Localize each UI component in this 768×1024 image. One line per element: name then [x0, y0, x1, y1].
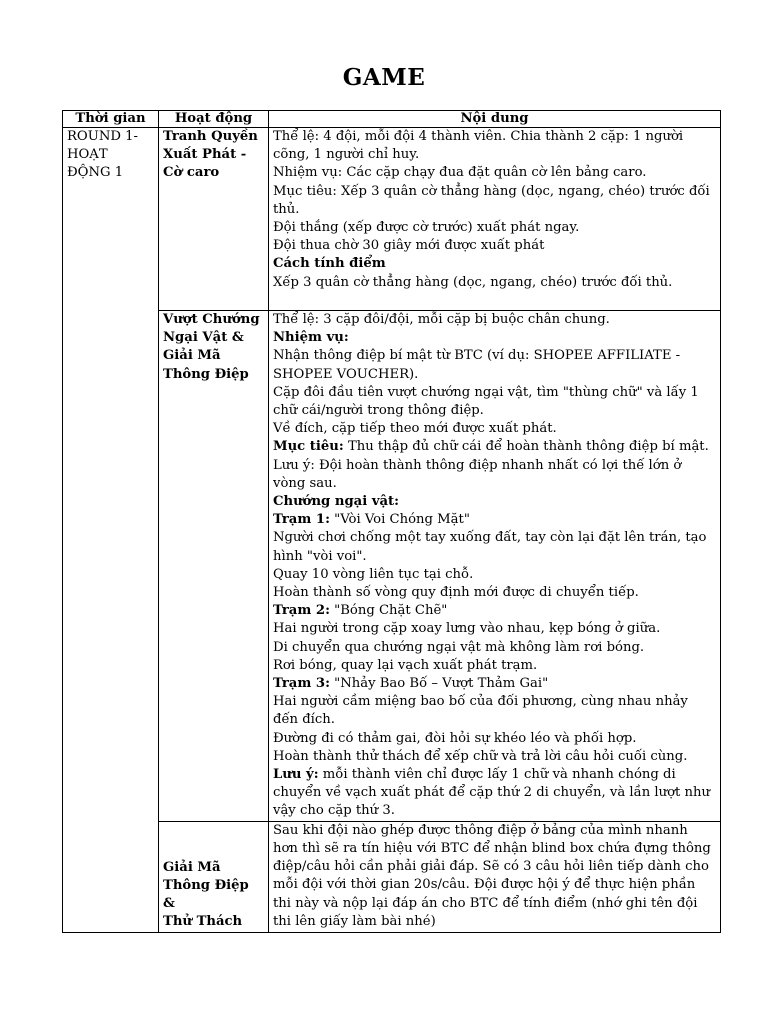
- mission-heading: Nhiệm vụ:: [273, 330, 349, 346]
- table-row: [63, 821, 721, 932]
- header-activity: Hoạt động: [159, 111, 269, 128]
- content-line: Đội thua chờ 30 giây mới được xuất phát: [273, 238, 545, 254]
- station-label: Trạm 2:: [273, 603, 330, 619]
- activity-line: Thông Điệp &: [163, 878, 249, 912]
- content-line: Rơi bóng, quay lại vạch xuất phát trạm.: [273, 657, 538, 673]
- content-line: Thể lệ: 3 cặp đôi/đội, mỗi cặp bị buộc chân chung.: [273, 312, 610, 327]
- content-cell: [269, 311, 721, 822]
- activity-line: Giải Mã: [163, 348, 221, 364]
- content-line: Nhiệm vụ: Các cặp chạy đua đặt quân cờ lên bảng caro.: [273, 165, 647, 181]
- station-name: "Bóng Chặt Chẽ": [329, 603, 448, 619]
- content-line: Hoàn thành số vòng quy định mới được di chuyển tiếp.: [273, 585, 639, 601]
- activity-line: Thông Điệp: [163, 366, 249, 382]
- time-line: HOẠT: [67, 147, 108, 163]
- game-table: [62, 110, 721, 933]
- content-line: Hoàn thành thử thách để xếp chữ và trả lời câu hỏi cuối cùng.: [273, 748, 688, 764]
- content-line: Xếp 3 quân cờ thẳng hàng (dọc, ngang, chéo) trước đối thủ.: [273, 274, 673, 290]
- activity-line: Xuất Phát -: [163, 147, 247, 163]
- station-name: "Nhảy Bao Bố – Vượt Thảm Gai": [329, 676, 549, 692]
- content-line: Người chơi chống một tay xuống đất, tay còn lại đặt lên trán, tạo hình "vòi voi".: [273, 530, 707, 564]
- note-label: Lưu ý:: [273, 767, 319, 783]
- station-2-title: [273, 602, 716, 620]
- station-3-title: [273, 675, 716, 693]
- content-line: Hai người trong cặp xoay lưng vào nhau, kẹp bóng ở giữa.: [273, 621, 661, 637]
- time-line: ĐỘNG 1: [67, 165, 124, 181]
- header-content: Nội dung: [269, 111, 721, 128]
- content-line: Đội thắng (xếp được cờ trước) xuất phát ngay.: [273, 220, 580, 236]
- activity-line: Giải Mã: [163, 859, 221, 875]
- time-line: ROUND 1-: [67, 129, 139, 144]
- station-label: Trạm 3:: [273, 676, 330, 692]
- content-paragraph: Sau khi đội nào ghép được thông điệp ở bảng của mình nhanh hơn thì sẽ ra tín hiệu với BTC để nhận blind box chứa đựng thông điệp/câu hỏi cần phải giải đáp. Sẽ có 3 câu hỏi liên tiếp dành cho mỗi đội với thời gian 20s/câu. Đội được hội ý để thực hiện phần thi này và nộp lại đáp án cho BTC để tính điểm (nhớ ghi tên đội thi lên giấy làm bài nhé): [273, 822, 711, 929]
- round-time-cell: [63, 128, 159, 933]
- content-cell: [269, 821, 721, 932]
- header-time: Thời gian: [63, 111, 159, 128]
- activity-line: Ngại Vật &: [163, 330, 244, 346]
- content-line: Lưu ý: Đội hoàn thành thông điệp nhanh nhất có lợi thế lớn ở vòng sau.: [273, 457, 682, 491]
- goal-label: Mục tiêu:: [273, 439, 344, 455]
- content-line: Nhận thông điệp bí mật từ BTC (ví dụ: SHOPEE AFFILIATE - SHOPEE VOUCHER).: [273, 348, 681, 382]
- page-title: GAME: [342, 64, 426, 91]
- activity-line: Tranh Quyền: [163, 129, 258, 144]
- table-row: [63, 128, 721, 311]
- obstacles-heading: Chướng ngại vật:: [273, 494, 399, 510]
- activity-cell: [159, 311, 269, 822]
- activity-line: Cờ caro: [163, 165, 220, 181]
- content-line: Mục tiêu: Xếp 3 quân cờ thẳng hàng (dọc, ngang, chéo) trước đối thủ.: [273, 183, 710, 217]
- content-line: [273, 438, 716, 456]
- activity-line: Thử Thách: [163, 914, 243, 930]
- content-line: Cặp đôi đầu tiên vượt chướng ngại vật, tìm "thùng chữ" và lấy 1 chữ cái/người trong thông điệp.: [273, 384, 699, 419]
- table-row: [63, 311, 721, 822]
- station-name: "Vòi Voi Chóng Mặt": [329, 512, 470, 528]
- scoring-heading: Cách tính điểm: [273, 256, 386, 272]
- activity-cell: [159, 128, 269, 311]
- content-line: Đường đi có thảm gai, đòi hỏi sự khéo léo và phối hợp.: [273, 730, 637, 746]
- station-1-title: [273, 511, 716, 529]
- content-line: Hai người cầm miệng bao bố của đối phương, cùng nhau nhảy đến đích.: [273, 694, 688, 728]
- activity-line: Vượt Chướng: [163, 312, 260, 327]
- note-line: [273, 766, 716, 821]
- table-header-row: [63, 111, 721, 128]
- content-cell: [269, 128, 721, 311]
- content-line: Di chuyển qua chướng ngại vật mà không làm rơi bóng.: [273, 639, 645, 655]
- goal-text: Thu thập đủ chữ cái để hoàn thành thông điệp bí mật.: [343, 439, 709, 455]
- note-text: mỗi thành viên chỉ được lấy 1 chữ và nhanh chóng di chuyển về vạch xuất phát để cặp thứ 2 di chuyển, và lần lượt như vậy cho cặp thứ 3.: [273, 767, 711, 819]
- station-label: Trạm 1:: [273, 512, 330, 528]
- content-line: Quay 10 vòng liên tục tại chỗ.: [273, 566, 474, 582]
- content-line: Về đích, cặp tiếp theo mới được xuất phát.: [273, 421, 557, 437]
- activity-cell: [159, 821, 269, 932]
- content-line: Thể lệ: 4 đội, mỗi đội 4 thành viên. Chia thành 2 cặp: 1 người cõng, 1 người chỉ huy.: [273, 129, 684, 163]
